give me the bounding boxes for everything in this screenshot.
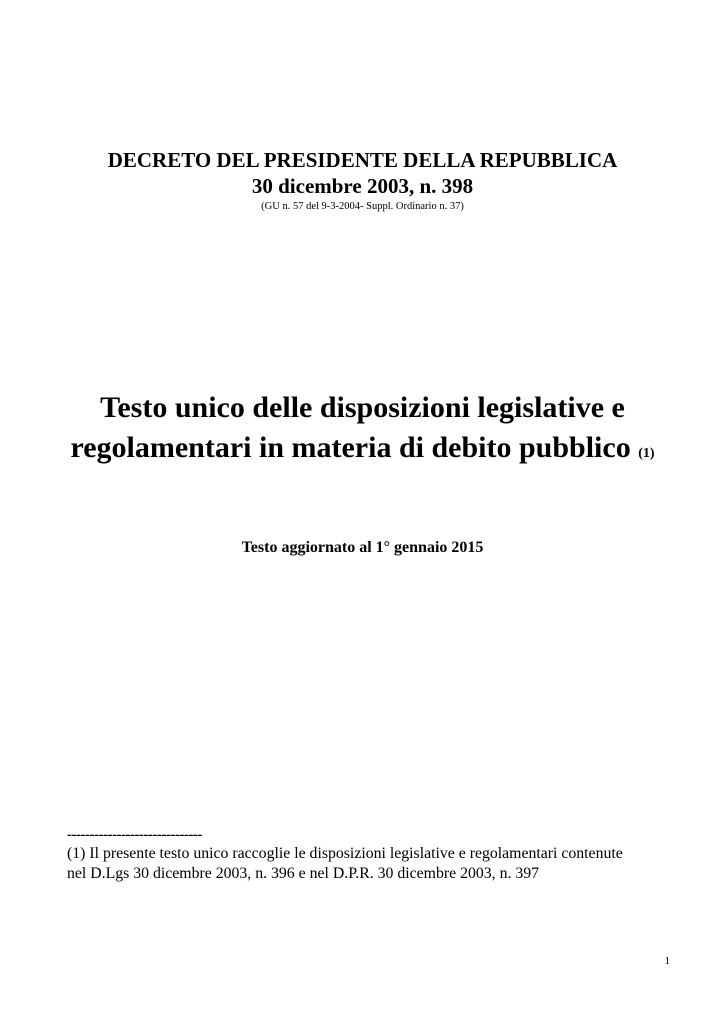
- decree-date: 30 dicembre 2003, n. 398: [251, 174, 474, 198]
- gazette-reference: (GU n. 57 del 9-3-2004- Suppl. Ordinario n. 37): [261, 201, 464, 212]
- document-title: [0, 388, 725, 474]
- update-notice: Testo aggiornato al 1° gennaio 2015: [241, 539, 484, 556]
- footnote-separator: ------------------------------: [67, 827, 202, 843]
- decree-heading: DECRETO DEL PRESIDENTE DELLA REPUBBLICA: [107, 148, 618, 172]
- title-line-2-text: regolamentari in materia di debito pubblico: [70, 431, 631, 464]
- title-line-1: Testo unico delle disposizioni legislative e: [100, 391, 625, 424]
- page-number: 1: [664, 955, 670, 967]
- footnote-line-1: (1) Il presente testo unico raccoglie le disposizioni legislative e regolamentari contenute: [67, 845, 623, 862]
- footnote-reference: (1): [638, 446, 655, 461]
- footnote: [67, 826, 687, 884]
- title-line-2: [0, 428, 725, 474]
- footnote-line-2: nel D.Lgs 30 dicembre 2003, n. 396 e nel D.P.R. 30 dicembre 2003, n. 397: [67, 865, 540, 882]
